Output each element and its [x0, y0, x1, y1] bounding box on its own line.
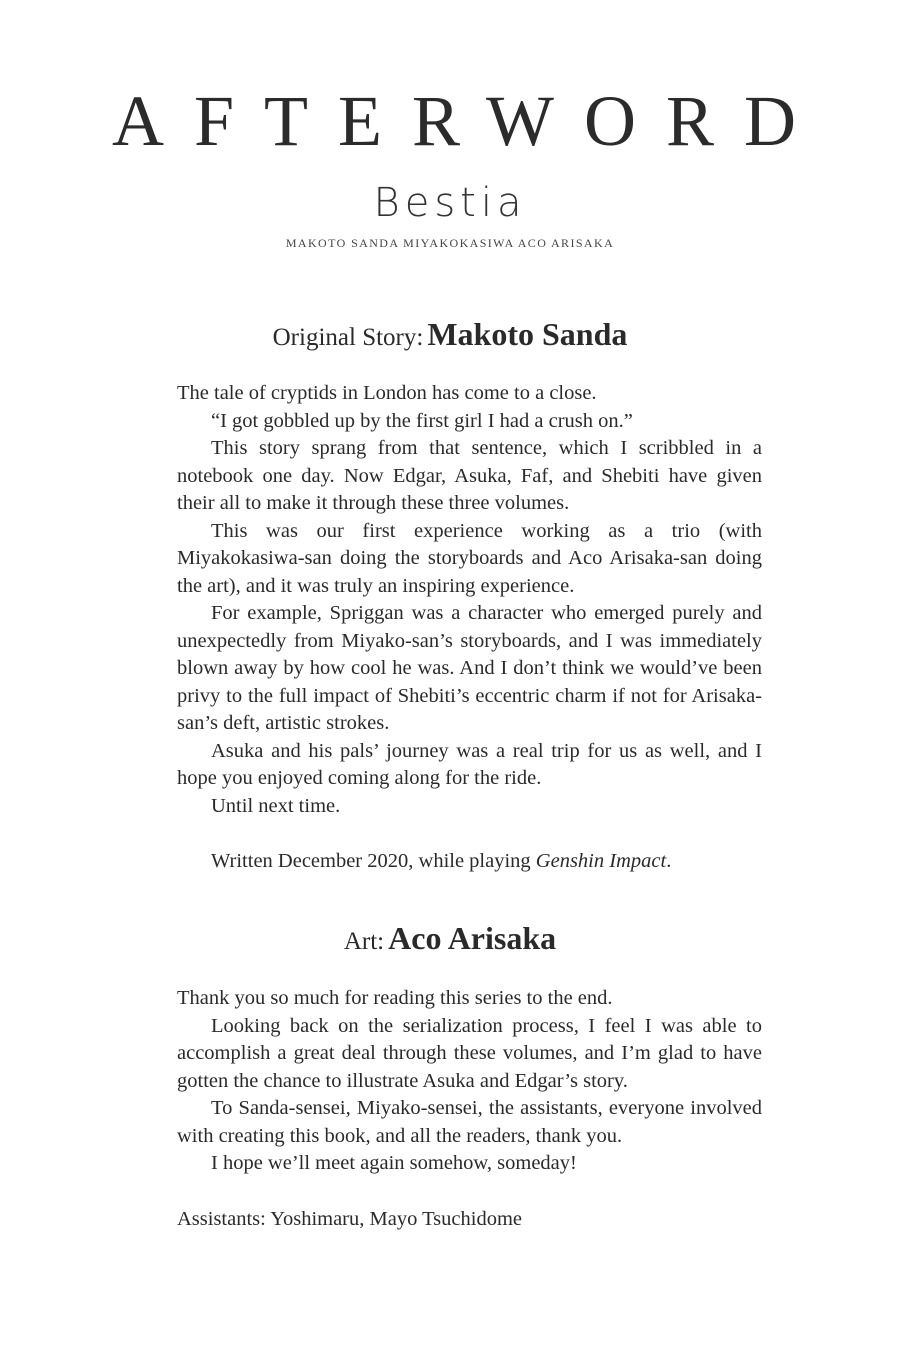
art-author-name: Aco Arisaka	[388, 920, 557, 956]
signoff-suffix: .	[666, 850, 672, 872]
paragraph: This story sprang from that sentence, which I scribbled in a notebook one day. Now Edgar, Asuka, Faf, and Shebiti have given their all to make it through these three volumes.	[177, 437, 762, 514]
assistants-credit: Assistants: Yoshimaru, Mayo Tsuchidome	[177, 1207, 522, 1230]
story-author-name: Makoto Sanda	[427, 316, 628, 352]
paragraph: Asuka and his pals’ journey was a real trip for us as well, and I hope you enjoyed coming along for the ride.	[177, 739, 762, 789]
paragraph: The tale of cryptids in London has come to a close.	[177, 382, 597, 404]
art-section-heading	[0, 920, 900, 957]
paragraph: “I got gobbled up by the first girl I had a crush on.”	[211, 409, 633, 432]
art-section-body	[177, 985, 762, 1233]
story-section-heading	[0, 316, 900, 353]
page-title: AFTERWORD	[111, 81, 827, 161]
art-section-label: Art:	[343, 928, 385, 955]
paragraph: This was our first experience working as a trio (with Miyakokasiwa-san doing the storyboards and Aco Arisaka-san doing the art), and it was truly an inspiring experience.	[177, 519, 762, 597]
story-section-body	[177, 380, 762, 876]
paragraph: I hope we’ll meet again somehow, someday!	[211, 1152, 577, 1174]
paragraph: Looking back on the serialization process, I feel I was able to accomplish a great deal through these volumes, and I’m glad to have gotten the chance to illustrate Asuka and Edgar’s story.	[177, 1014, 762, 1092]
paragraph: Until next time.	[211, 794, 341, 817]
paragraph: For example, Spriggan was a character who emerged purely and unexpectedly from Miyako-san’s storyboards, and I was immediately blown away by how cool he was. And I don’t think we would’ve been privy to the full impact of Shebiti’s eccentric charm if not for Arisaka-san’s deft, artistic strokes.	[177, 602, 762, 734]
signoff-prefix: Written December 2020, while playing	[211, 850, 536, 872]
signoff-game-title: Genshin Impact	[535, 850, 667, 872]
paragraph: Thank you so much for reading this series to the end.	[177, 987, 613, 1009]
story-section-label: Original Story:	[272, 324, 424, 351]
book-title: Bestia	[373, 180, 527, 226]
credits-line: MAKOTO SANDA MIYAKOKASIWA ACO ARISAKA	[285, 236, 615, 250]
paragraph: To Sanda-sensei, Miyako-sensei, the assistants, everyone involved with creating this book, and all the readers, thank you.	[177, 1097, 762, 1147]
signoff	[177, 848, 762, 876]
